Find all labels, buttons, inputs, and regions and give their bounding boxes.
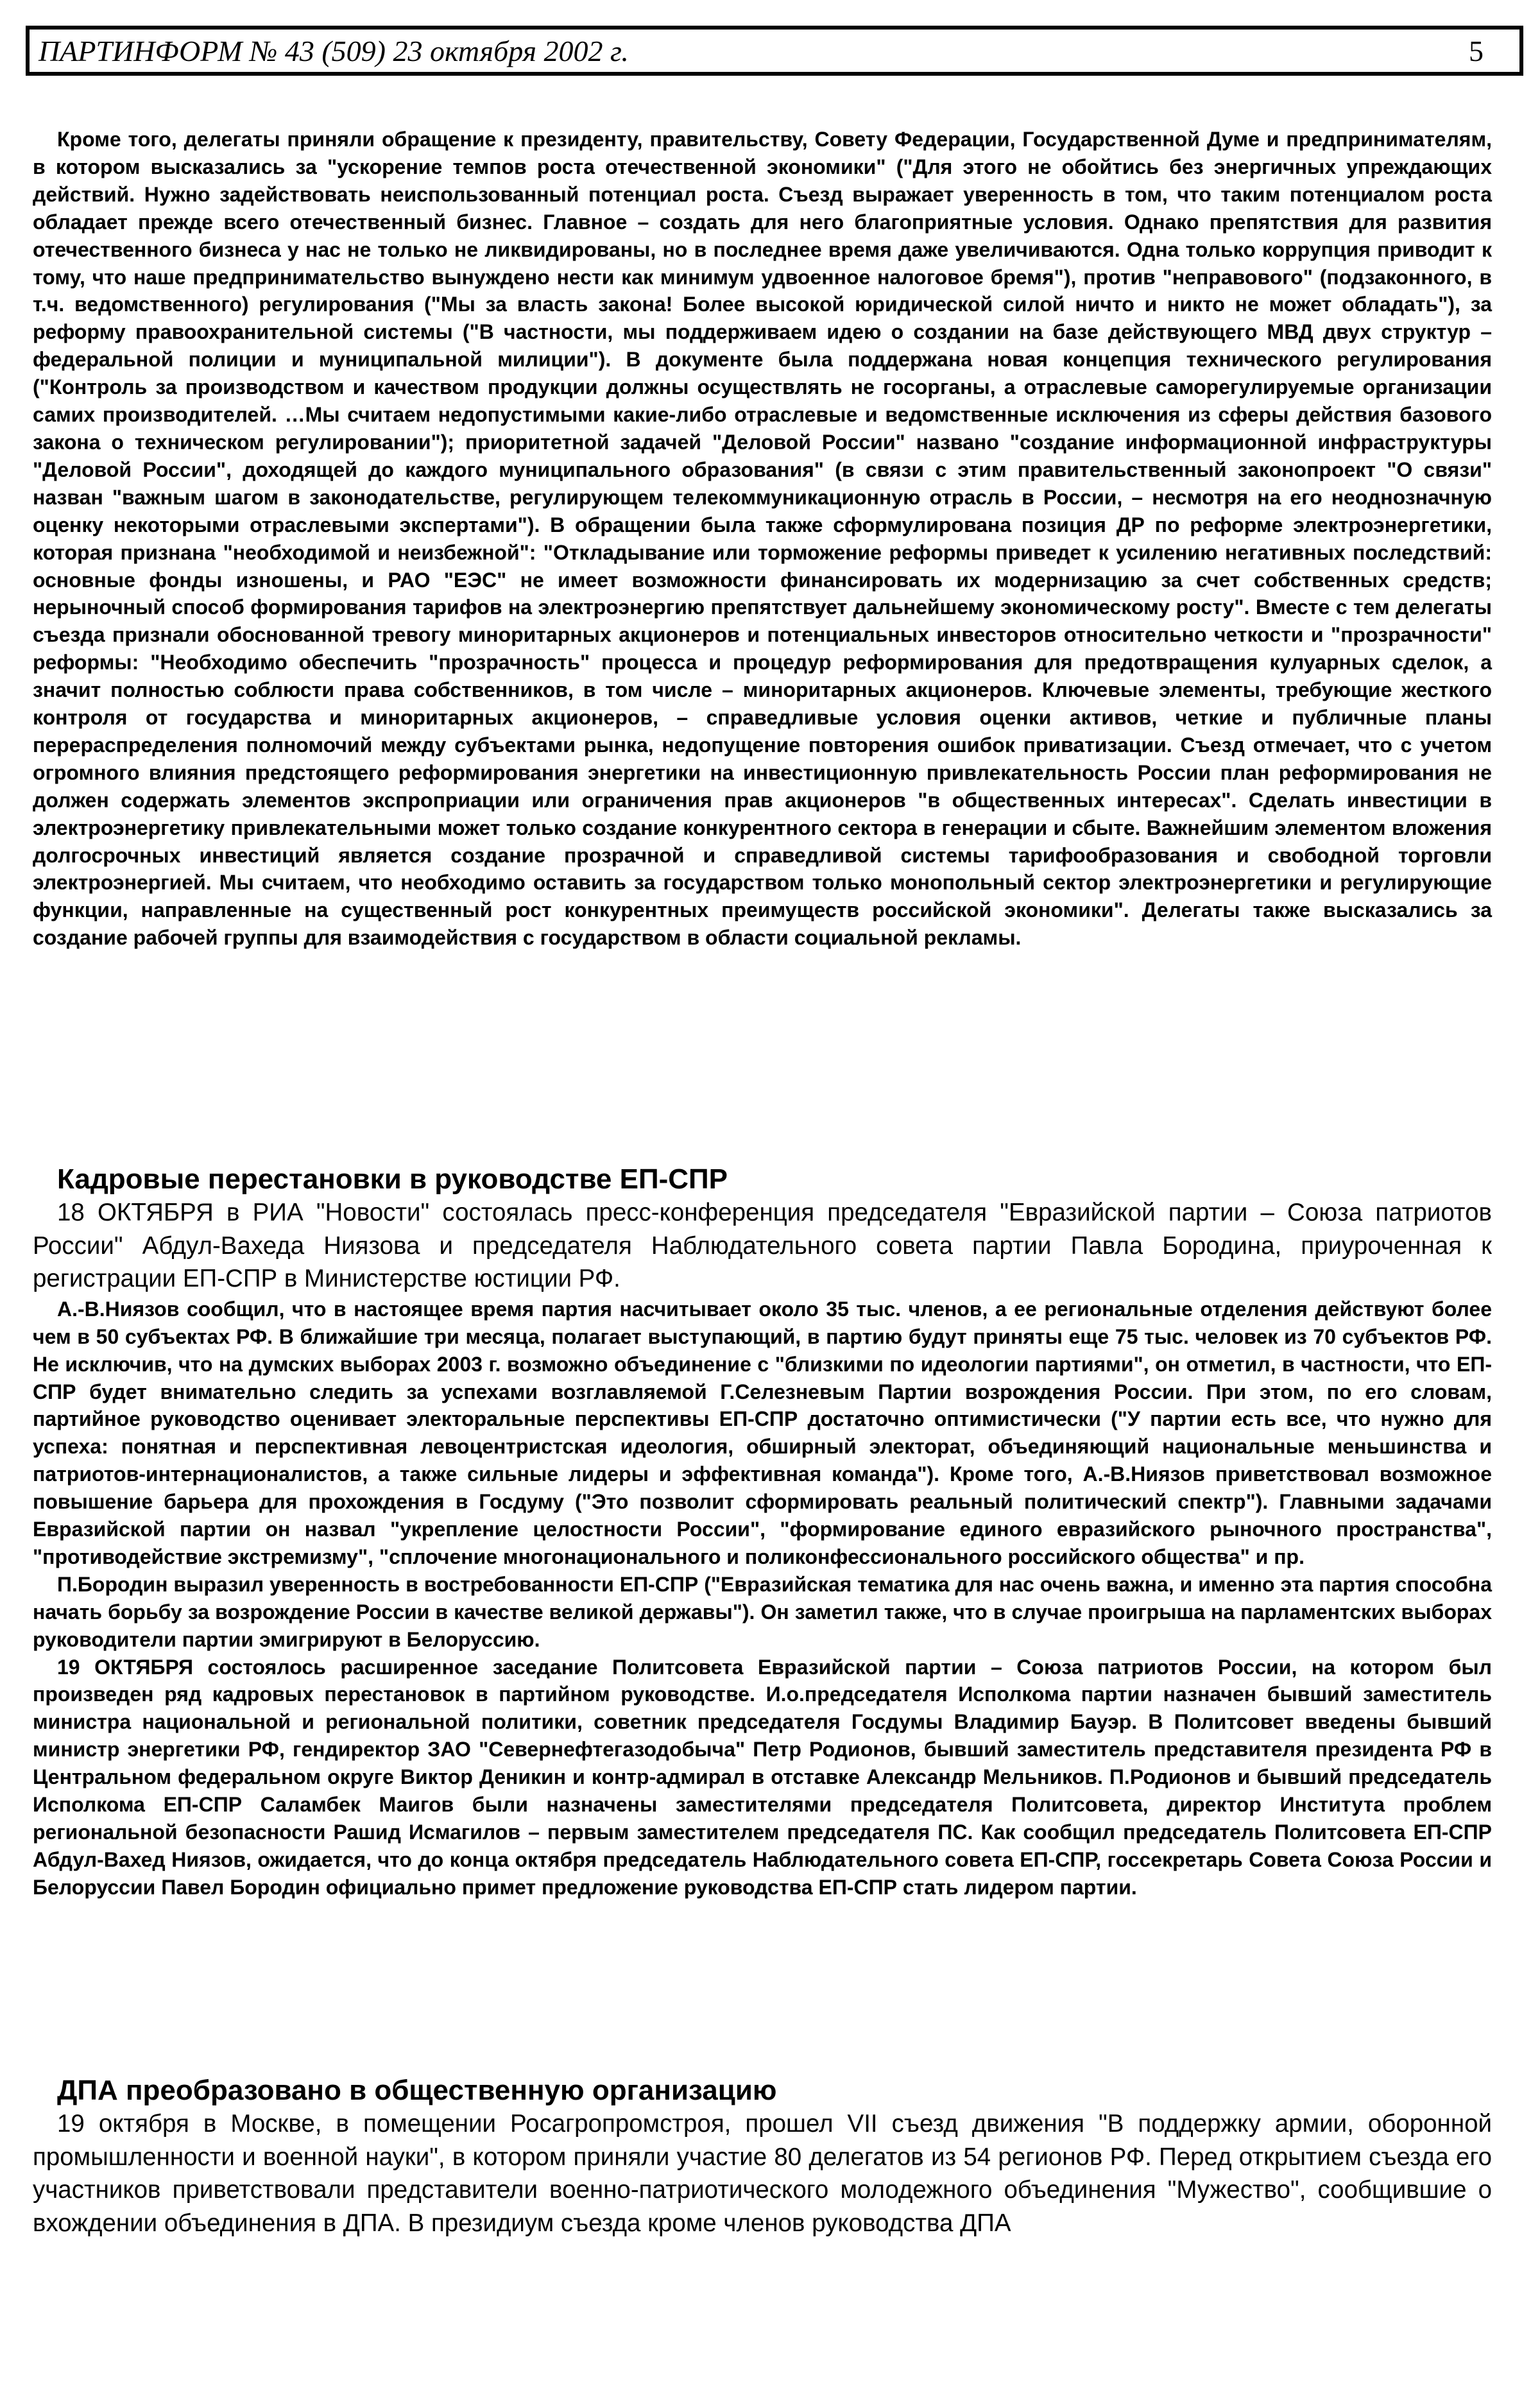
article-heading: Кадровые перестановки в руководстве ЕП-СПР: [57, 1163, 728, 1195]
publication-title: ПАРТИНФОРМ № 43 (509) 23 октября 2002 г.: [38, 34, 629, 67]
article-heading: ДПА преобразовано в общественную организацию: [57, 2075, 777, 2106]
article-lead: 19 октября в Москве, в помещении Росагропромстроя, прошел VII съезд движения "В поддержку армии, оборонной промышленности и военной науки", в котором приняли участие 80 делегатов из 54 регионов РФ. Перед открытием съезда его участников приветствовали представители военно-патриотического молодежного объединения "Мужество", сообщившие о вхождении объединения в ДПА. В президиум съезда кроме членов руководства ДПА: [33, 2110, 1492, 2237]
page-number: 5: [1469, 34, 1484, 67]
article-paragraph: Кроме того, делегаты приняли обращение к президенту, правительству, Совету Федерации, Государственной Думе и предпринимателям, в котором высказались за "ускорение темпов роста отечественной экономики" ("Для этого не обойтись без энергичных упреждающих действий. Нужно задействовать неиспользованный потенциал роста. Съезд выражает уверенность в том, что таким потенциалом роста обладает прежде всего отечественный бизнес. Главное – создать для него благоприятные условия. Однако препятствия для развития отечественного бизнеса у нас не только не ликвидированы, но в последнее время даже увеличиваются. Одна только коррупция приводит к тому, что наше предпринимательство вынуждено нести как минимум удвоенное налоговое бремя"), против "неправового" (подзаконного, в т.ч. ведомственного) регулирования ("Мы за власть закона! Более высокой юридической силой ничто и никто не может обладать"), за реформу правоохранительной системы ("В частности, мы поддерживаем идею о создании на базе действующего МВД двух структур – федеральной полиции и муниципальной милиции"). В документе была поддержана новая концепция технического регулирования ("Контроль за производством и качеством продукции должны осуществлять не госорганы, а отраслевые саморегулируемые организации самих производителей. …Мы считаем недопустимыми какие-либо отраслевые и ведомственные исключения из сферы действия базового закона о техническом регулировании"); приоритетной задачей "Деловой России" названо "создание информационной инфраструктуры "Деловой России", доходящей до каждого муниципального образования" (в связи с этим правительственный законопроект "О связи" назван "важным шагом в законодательстве, регулирующем телекоммуникационную отрасль в России, – несмотря на его неоднозначную оценку некоторыми отраслевыми экспертами"). В обращении была также сформулирована позиция ДР по реформе электроэнергетики, которая признана "необходимой и неизбежной": "Откладывание или торможение реформы приведет к усилению негативных последствий: основные фонды изношены, и РАО "ЕЭС" не имеет возможности финансировать их модернизацию за счет собственных средств; нерыночный способ формирования тарифов на электроэнергию препятствует дальнейшему экономическому росту". Вместе с тем делегаты съезда признали обоснованной тревогу миноритарных акционеров и потенциальных инвесторов относительно четкости и "прозрачности" реформы: "Необходимо обеспечить "прозрачность" процесса и процедур реформирования для предотвращения кулуарных сделок, а значит полностью соблюсти права собственников, в том числе – миноритарных акционеров. Ключевые элементы, требующие жесткого контроля от государства и миноритарных акционеров, – справедливые условия оценки активов, четкие и публичные планы перераспределения полномочий между субъектами рынка, недопущение повторения ошибок приватизации. Съезд отмечает, что с учетом огромного влияния предстоящего реформирования энергетики на инвестиционную привлекательность России план реформирования не должен содержать элементов экспроприации или ограничения прав акционеров "в общественных интересах". Сделать инвестиции в электроэнергетику привлекательными может только создание конкурентного сектора в генерации и сбыте. Важнейшим элементом вложения долгосрочных инвестиций является создание прозрачной и справедливой системы тарифообразования и свободной торговли электроэнергией. Мы считаем, что необходимо оставить за государством только монопольный сектор электроэнергетики и регулирующие функции, направленные на существенный рост конкурентных преимуществ российской экономики". Делегаты также высказались за создание рабочей группы для взаимодействия с государством в области социальной рекламы.: [33, 128, 1492, 950]
article-delovaya-rossiya: [33, 126, 1492, 952]
article-dpa: [33, 2074, 1492, 2240]
article-ep-spr: [33, 1163, 1492, 1901]
article-paragraph: 19 ОКТЯБРЯ состоялось расширенное заседание Политсовета Евразийской партии – Союза патриотов России, на котором был произведен ряд кадровых перестановок в партийном руководстве. И.о.председателя Исполкома партии назначен бывший заместитель министра национальной и региональной политики, советник председателя Госдумы Владимир Бауэр. В Политсовет введены бывший министр энергетики РФ, гендиректор ЗАО "Севернефтегазодобыча" Петр Родионов, бывший заместитель представителя президента РФ в Центральном федеральном округе Виктор Деникин и контр-адмирал в отставке Александр Мельников. П.Родионов и бывший председатель Исполкома ЕП-СПР Саламбек Маигов были назначены заместителями председателя Политсовета, директор Института проблем региональной безопасности Рашид Исмагилов – первым заместителем председателя ПС. Как сообщил председатель Политсовета ЕП-СПР Абдул-Вахед Ниязов, ожидается, что до конца октября председатель Наблюдательного совета ЕП-СПР, госсекретарь Совета Союза России и Белоруссии Павел Бородин официально примет предложение руководства ЕП-СПР стать лидером партии.: [33, 1655, 1492, 1899]
article-paragraph: П.Бородин выразил уверенность в востребованности ЕП-СПР ("Евразийская тематика для нас очень важна, и именно эта партия способна начать борьбу за возрождение России в качестве великой державы"). Он заметил также, что в случае проигрыша на парламентских выборах руководители партии эмигрируют в Белоруссию.: [33, 1572, 1492, 1651]
page-header: [26, 26, 1523, 76]
article-paragraph: А.-В.Ниязов сообщил, что в настоящее время партия насчитывает около 35 тыс. членов, а ее региональные отделения действуют более чем в 50 субъектах РФ. В ближайшие три месяца, полагает выступающий, в партию будут приняты еще 75 тыс. человек из 70 субъектов РФ. Не исключив, что на думских выборах 2003 г. возможно объединение с "близкими по идеологии партиями", он отметил, в частности, что ЕП-СПР будет внимательно следить за успехами возглавляемой Г.Селезневым Партии возрождения России. При этом, по его словам, партийное руководство оценивает электоральные перспективы ЕП-СПР достаточно оптимистически ("У партии есть все, что нужно для успеха: понятная и перспективная левоцентристская идеология, обширный электорат, объединяющий национальные меньшинства и патриотов-интернационалистов, а также сильные лидеры и эффективная команда"). Кроме того, А.-В.Ниязов приветствовал возможное повышение барьера для прохождения в Госдуму ("Это позволит сформировать реальный политический спектр"). Главными задачами Евразийской партии он назвал "укрепление целостности России", "формирование единого евразийского рыночного пространства", "противодействие экстремизму", "сплочение многонационального и поликонфессионального российского общества" и пр.: [33, 1297, 1492, 1568]
article-lead: 18 ОКТЯБРЯ в РИА "Новости" состоялась пресс-конференция председателя "Евразийской партии – Союза патриотов России" Абдул-Вахеда Ниязова и председателя Наблюдательного совета партии Павла Бородина, приуроченная к регистрации ЕП-СПР в Министерстве юстиции РФ.: [33, 1199, 1492, 1293]
